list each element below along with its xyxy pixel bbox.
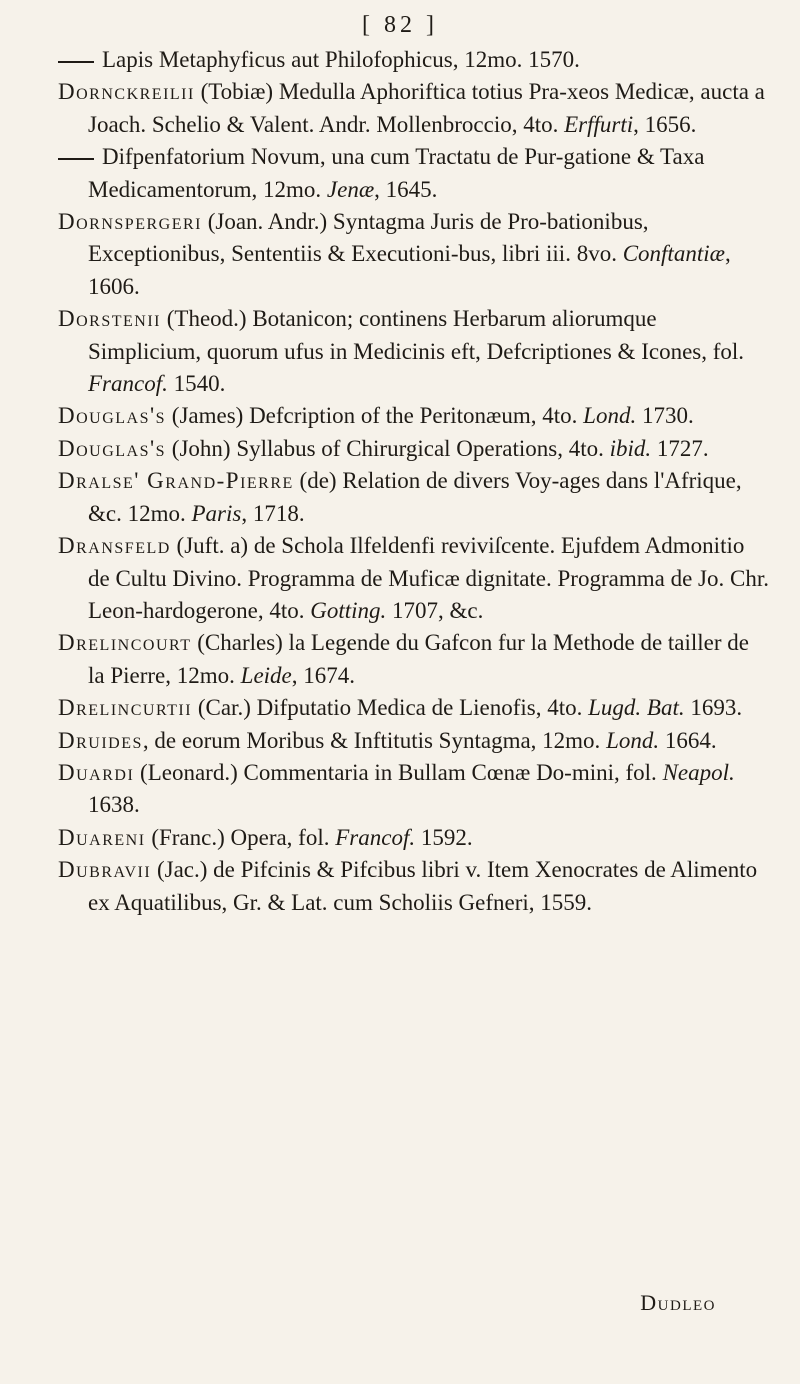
catalogue-entry xyxy=(58,433,770,465)
entry-date: 1730. xyxy=(636,403,694,429)
ditto-dash xyxy=(58,61,94,63)
entry-date: , 1645. xyxy=(374,176,438,202)
entry-author: Dornckreilii xyxy=(58,79,195,105)
catalogue-entry xyxy=(58,757,770,822)
entry-place: Jenæ xyxy=(326,176,375,202)
entry-text: (Leonard.) Commentaria in Bullam Cœnæ Do-mini, fol. xyxy=(134,759,663,785)
entry-place: Conftantiæ xyxy=(622,241,725,267)
catalogue-entry xyxy=(58,44,770,76)
entry-text: (Charles) la Legende du Gafcon fur la Methode de tailler de la Pierre, 12mo. xyxy=(88,630,749,688)
entry-text: (Juft. a) de Schola Ilfeldenfi reviviſcente. Ejufdem Admonitio de Cultu Divino. Programma de Muficæ dignitate. Programma de Jo. Chr. Leon-hardogerone, 4to. xyxy=(88,533,769,623)
entry-text: (Franc.) Opera, fol. xyxy=(145,824,336,850)
catalogue-entry xyxy=(58,465,770,530)
entry-text: (Theod.) Botanicon; continens Herbarum aliorumque Simplicium, quorum ufus in Medicinis eft, Defcriptiones & Icones, fol. xyxy=(88,306,745,364)
entry-date: 1727. xyxy=(651,435,709,461)
entry-date: 1592. xyxy=(415,824,473,850)
entry-place: Francof. xyxy=(335,824,416,850)
catalogue-entry xyxy=(58,627,770,692)
catchword: Dudleo xyxy=(640,1290,716,1315)
entry-place: Neapol. xyxy=(662,759,735,785)
catalogue-entry xyxy=(58,141,770,206)
catalogue-entry xyxy=(58,303,770,400)
entry-place: Francof. xyxy=(88,371,168,397)
entry-author: Duardi xyxy=(58,759,135,785)
catalogue-entry xyxy=(58,530,770,627)
entry-text: (Car.) Difputatio Medica de Lienofis, 4to. xyxy=(192,695,589,721)
entry-author: Dornspergeri xyxy=(58,209,202,235)
catalogue-entry xyxy=(58,206,770,303)
entry-text: , de eorum Moribus & Inftitutis Syntagma, 12mo. xyxy=(142,727,607,753)
entry-text: (de) Relation de divers Voy-ages dans l'Afrique, &c. 12mo. xyxy=(88,468,742,526)
entry-date: 1693. xyxy=(684,695,743,721)
entry-text: (James) Defcription of the Peritonæum, 4to. xyxy=(166,403,584,429)
entry-text: Lapis Metaphyficus aut Philofophicus, 12mo. 1570. xyxy=(102,47,580,72)
entry-place: Lond. xyxy=(606,727,660,753)
entry-text: (Jac.) de Pifcinis & Pifcibus libri v. Item Xenocrates de Alimento ex Aquatilibus, Gr. & Lat. cum Scholiis Gefneri, 1559. xyxy=(88,857,758,915)
entry-author: Drelincurtii xyxy=(58,695,193,721)
entry-author: Drelincourt xyxy=(58,630,192,656)
catalogue-entry xyxy=(58,400,770,432)
entry-text: (Joan. Andr.) Syntagma Juris de Pro-bationibus, Exceptionibus, Sententiis & Executioni-bus, libri iii. 8vo. xyxy=(88,209,649,267)
entry-date: 1707, &c. xyxy=(386,597,484,623)
catalogue-entry xyxy=(58,76,770,141)
entry-author: Douglas's xyxy=(58,403,167,429)
entry-author: Duareni xyxy=(58,824,146,850)
page-number: [ 82 ] xyxy=(362,12,438,38)
entry-place: Lugd. Bat. xyxy=(588,695,685,721)
entry-place: Leide xyxy=(240,662,292,688)
entry-author: Druides xyxy=(58,727,143,753)
entry-author: Dransfeld xyxy=(58,533,171,559)
entry-place: Gotting. xyxy=(310,597,387,623)
entry-author: Douglas's xyxy=(58,435,167,461)
catalogue-entries xyxy=(58,44,770,919)
entry-place: Lond. xyxy=(583,403,637,429)
entry-text: (John) Syllabus of Chirurgical Operations, 4to. xyxy=(166,435,610,461)
entry-date: 1540. xyxy=(167,371,226,397)
catalogue-entry xyxy=(58,692,770,724)
entry-author: Dralse' Grand-Pierre xyxy=(58,468,294,494)
entry-author: Dubravii xyxy=(58,857,152,883)
entry-place: Paris xyxy=(191,500,242,526)
entry-author: Dorstenii xyxy=(58,306,161,332)
ditto-dash xyxy=(58,158,94,160)
entry-date: 1638. xyxy=(88,792,140,818)
entry-text: Difpenfatorium Novum, una cum Tractatu de Pur-gatione & Taxa Medicamentorum, 12mo. xyxy=(88,144,705,202)
entry-date: , 1718. xyxy=(241,500,305,526)
entry-date: , 1606. xyxy=(88,241,731,299)
entry-date: , 1674. xyxy=(291,662,356,688)
catalogue-entry xyxy=(58,822,770,854)
entry-place: Erffurti xyxy=(564,111,634,137)
catalogue-entry xyxy=(58,725,770,757)
catalogue-entry xyxy=(58,854,770,919)
entry-text: (Tobiæ) Medulla Aphoriftica totius Pra-xeos Medicæ, aucta a Joach. Schelio & Valent. Andr. Mollenbroccio, 4to. xyxy=(88,79,765,137)
entry-date: 1664. xyxy=(659,727,717,753)
entry-place: ibid. xyxy=(609,435,652,461)
entry-date: , 1656. xyxy=(633,111,697,137)
